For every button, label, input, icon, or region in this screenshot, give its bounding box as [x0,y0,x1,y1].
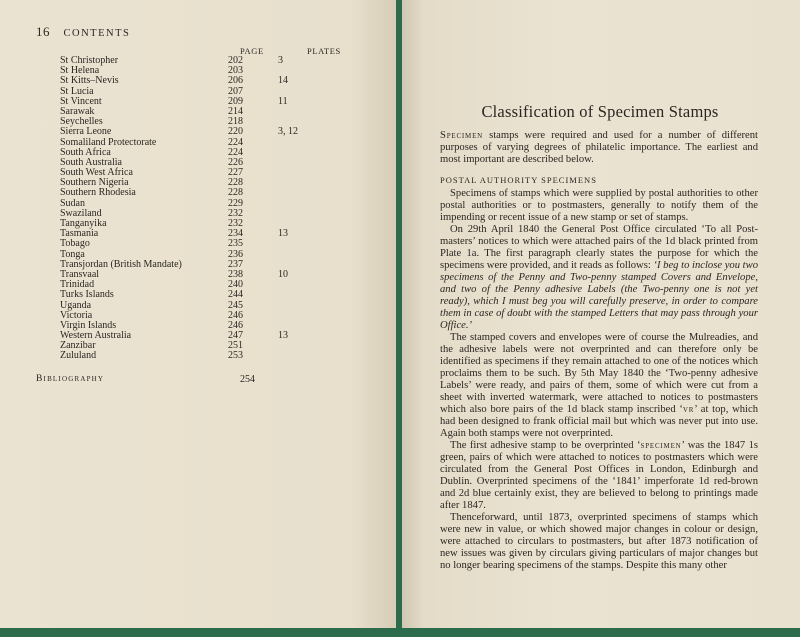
entry-name: Tasmania [60,228,99,240]
bibliography-entry [36,374,356,386]
entry-name: South Australia [60,156,122,168]
entry-page: 253 [228,350,243,362]
contents-entry [60,56,380,66]
entry-page: 227 [228,167,243,179]
entry-name: Sierra Leone [60,126,112,138]
entry-name: Victoria [60,309,93,321]
entry-page: 236 [228,248,243,260]
paragraph-4 [440,440,758,512]
paragraph-2-text: On 29th April 1840 the General Post Office circulated ‘To all Post-masters’ notices to which were attached pairs of the 1d black printed from Plate 1a. The first paragraph clearly states the purpose for which the specimens were provided, and it reads as follows: [440,224,758,271]
contents-entry [60,127,380,137]
entry-name: Transjordan (British Mandate) [60,258,182,270]
contents-entry [60,219,380,229]
entry-page: 234 [228,228,243,240]
column-heading-page: PAGE [240,46,264,56]
entry-name: Seychelles [60,116,103,128]
paragraph-1: Specimens of stamps which were supplied by postal authorities to other postal authorities or to postmasters, generally to notify them of the impending or recent issue of a new stamp or set of stamps. [440,188,758,223]
paragraph-4-text-b: ’ was the 1847 1s green, pairs of which were attached to notices to postmasters which were circulated from the General Post Offices in London, Edinburgh and Dublin. Overprinted specimens of the ‘1841’ imperforate 1d red-brown and 2d blue certainly exist, they are believed to belong to printings made after 1847. [440,440,759,511]
entry-plates: 14 [278,75,288,87]
entry-plates: 3 [278,55,283,66]
entry-name: Turks Islands [60,289,114,301]
contents-entry [60,76,380,86]
entry-page: 244 [228,289,243,301]
entry-name: Tobago [60,238,90,250]
entry-page: 232 [228,218,243,229]
contents-entry [60,270,380,280]
contents-entry [60,290,380,300]
entry-plates: 11 [278,95,288,107]
entry-name: St Helena [60,65,100,77]
entry-page: 207 [228,85,243,97]
entry-name: Zanzibar [60,340,96,352]
entry-page: 224 [228,146,243,158]
entry-page: 214 [228,105,243,117]
contents-entry [60,107,380,117]
bibliography-label: Bibliography [36,374,105,384]
specimen-overprint-word: specimen [640,440,682,451]
entry-name: Sarawak [60,105,95,117]
entry-name: Zululand [60,350,97,362]
entry-page: 237 [228,258,243,270]
entry-name: Southern Nigeria [60,177,129,189]
section-heading: POSTAL AUTHORITY SPECIMENS [440,175,597,185]
body-text [440,188,758,572]
paragraph-5: Thenceforward, until 1873, overprinted specimens of stamps which were new in value, or which showed major changes in colour or design, were attached to circulars to postmasters, but after 1873 notification of new issues was given by circulars giving particulars of major changes but no longer bearing specimens of the stamps. Despite this many other [440,512,758,571]
intro-lead-word: Specimen [440,130,484,141]
vr-inscription: vr [682,404,695,415]
contents-list [60,56,380,362]
contents-entry [60,331,380,341]
contents-entry [60,239,380,249]
entry-name: St Lucia [60,85,94,97]
entry-page: 220 [228,126,243,138]
intro-text: stamps were required and used for a number of different purposes of varying degrees of philatelic importance. The earliest and most important are described below. [440,130,758,165]
entry-name: Somaliland Protectorate [60,136,157,148]
intro-paragraph [440,130,758,166]
entry-plates: 10 [278,268,288,280]
entry-name: Southern Rhodesia [60,187,136,199]
contents-entry [60,260,380,270]
contents-entry [60,97,380,107]
running-head-title: CONTENTS [63,28,131,39]
contents-entry [60,341,380,351]
entry-page: 251 [228,340,243,352]
entry-name: Transvaal [60,268,100,280]
paragraph-3-text-a: The stamped covers and envelopes were of course the Mulreadies, and the adhesive labels were not overprinted and can therefore only be identified as specimens if they remain attached to one of the notices which proclaims them to be such. By 5th May 1840 the ‘Two-penny adhesive Labels’ were ready, and pairs of them, some of which were cut from a sheet with inverted watermark, were attached to notices to postmasters which also bore pairs of the 1d black stamp inscribed ‘ [440,332,758,415]
entry-page: 246 [228,309,243,321]
entry-name: Swaziland [60,207,102,219]
contents-entry [60,209,380,219]
paragraph-2 [440,224,758,332]
contents-entry [60,199,380,209]
contents-entry [60,229,380,239]
entry-page: 240 [228,279,243,291]
entry-page: 224 [228,136,243,148]
entry-name: St Vincent [60,95,102,107]
paragraph-2-quote: ‘I beg to inclose you two specimens of the Penny and Two-penny stamped Covers and Envelope, and two of the Penny adhesive Labels (the Two-penny one is not yet ready), which I must beg you will carefully preserve, in order to compare them in case of doubt with the stamped Letters that may pass through your Office.’ [440,260,758,331]
contents-entry [60,188,380,198]
paragraph-4-text-a: The first adhesive stamp to be overprinted ‘ [450,440,641,451]
entry-page: 228 [228,177,243,189]
entry-name: Virgin Islands [60,319,117,331]
contents-entry [60,351,380,361]
book-gutter [396,0,402,637]
entry-name: Uganda [60,299,92,311]
entry-name: South Africa [60,146,111,158]
chapter-title: Classification of Specimen Stamps [481,102,719,121]
contents-entry [60,301,380,311]
entry-page: 245 [228,299,243,311]
entry-name: Tonga [60,248,85,260]
entry-page: 226 [228,156,243,168]
entry-plates: 13 [278,228,288,240]
entry-name: South West Africa [60,167,133,179]
entry-name: Trinidad [60,279,95,291]
entry-plates: 13 [278,330,288,342]
cover-edge [0,628,800,637]
column-heading-plates: PLATES [307,46,341,56]
entry-page: 247 [228,330,243,342]
entry-page: 238 [228,268,243,280]
entry-page: 218 [228,116,243,128]
paragraph-3-text-b: ’ at top, which had been designed to frank official mail but which was never put into use. Again both stamps were not overprinted. [440,404,758,439]
entry-page: 202 [228,55,243,66]
entry-name: St Christopher [60,55,119,66]
entry-page: 203 [228,65,243,77]
bibliography-page: 254 [240,374,255,385]
entry-page: 228 [228,187,243,199]
entry-page: 206 [228,75,243,87]
entry-page: 246 [228,319,243,331]
entry-name: Sudan [60,197,85,209]
entry-name: Western Australia [60,330,132,342]
contents-entry [60,87,380,97]
entry-page: 229 [228,197,243,209]
page-number: 16 [36,24,50,39]
entry-name: St Kitts–Nevis [60,75,119,87]
left-page [0,0,398,630]
entry-page: 235 [228,238,243,250]
entry-name: Tanganyika [60,218,107,229]
paragraph-3 [440,332,758,440]
entry-page: 209 [228,95,243,107]
entry-plates: 3, 12 [278,126,298,138]
left-running-head [36,24,130,40]
entry-page: 232 [228,207,243,219]
